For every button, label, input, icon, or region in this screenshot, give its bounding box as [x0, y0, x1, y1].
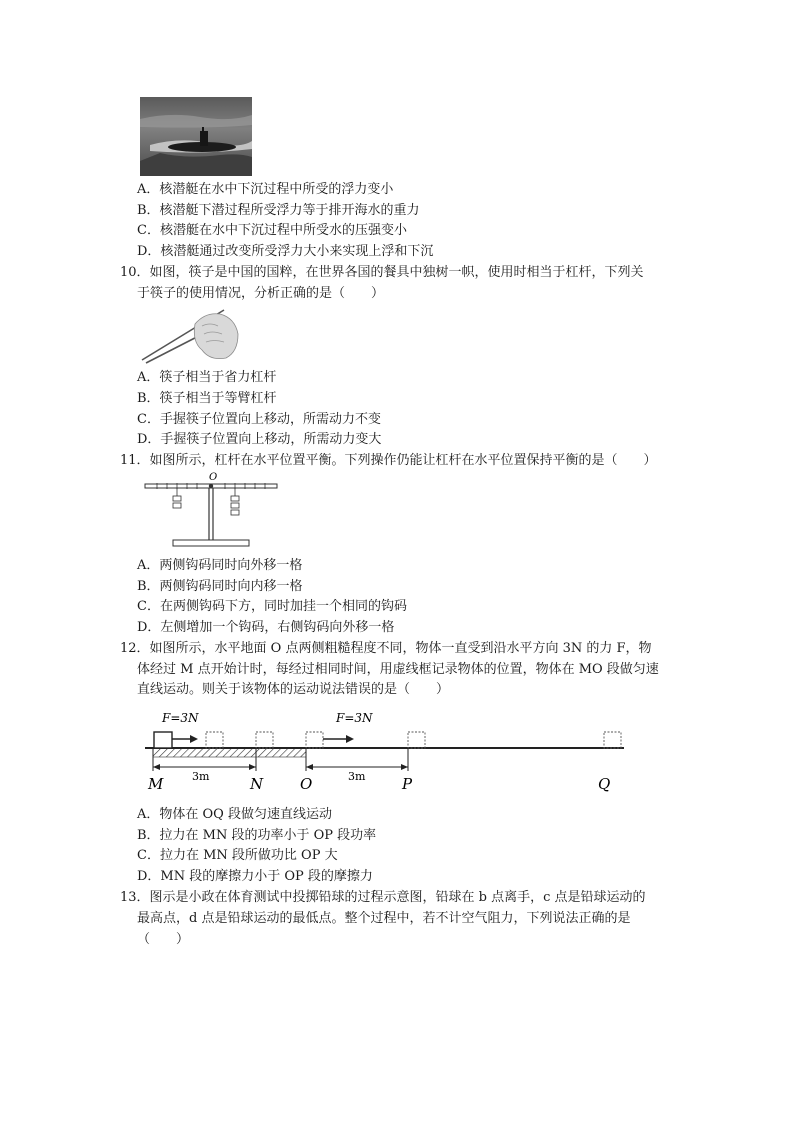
- submarine-photo: [140, 97, 252, 176]
- q13-stem-line-3: （ ）: [137, 932, 190, 947]
- q12-stem-line-2: 体经过 M 点开始计时，每经过相同时间，用虚线框记录物体的位置，物体在 MO 段做匀速: [137, 662, 659, 677]
- force-label-1: F=3N: [162, 711, 199, 725]
- q12-stem-line-1: 12．如图所示，水平地面 O 点两侧粗糙程度不同，物体一直受到沿水平方向 3N 的力 F，物: [120, 641, 652, 656]
- force-label-2: F=3N: [336, 711, 373, 725]
- q12-stem-line-3: 直线运动。则关于该物体的运动说法错误的是（ ）: [137, 682, 450, 697]
- q11-option-d[interactable]: D．左侧增加一个钩码，右侧钩码向外移一格: [137, 620, 395, 635]
- q9-option-d[interactable]: D．核潜艇通过改变所受浮力大小来实现上浮和下沉: [137, 244, 434, 259]
- point-label-q: Q: [598, 775, 611, 793]
- q10-option-c[interactable]: C．手握筷子位置向上移动，所需动力不变: [137, 412, 381, 427]
- lever-pivot-label-o: O: [209, 472, 218, 483]
- point-label-n: N: [250, 775, 264, 793]
- q10-option-b[interactable]: B．筷子相当于等臂杠杆: [137, 391, 277, 406]
- q10-stem-line-1: 10．如图，筷子是中国的国粹，在世界各国的餐具中独树一帜，使用时相当于杠杆，下列关: [120, 265, 644, 280]
- motion-ground-figure: [140, 705, 640, 795]
- q11-option-a[interactable]: A．两侧钩码同时向外移一格: [137, 558, 303, 573]
- q13-stem-line-1: 13．图示是小政在体育测试中投掷铅球的过程示意图，铅球在 b 点离手，c 点是铅球运动的: [120, 890, 646, 905]
- q9-option-a[interactable]: A．核潜艇在水中下沉过程中所受的浮力变小: [137, 182, 394, 197]
- point-label-p: P: [402, 775, 413, 793]
- distance-label-mn: 3m: [192, 770, 210, 783]
- lever-balance-figure: [143, 470, 279, 550]
- q9-option-c[interactable]: C．核潜艇在水中下沉过程中所受水的压强变小: [137, 223, 407, 238]
- q11-option-b[interactable]: B．两侧钩码同时向内移一格: [137, 579, 303, 594]
- q13-stem-line-2: 最高点，d 点是铅球运动的最低点。整个过程中，若不计空气阻力，下列说法正确的是: [137, 911, 631, 926]
- q12-option-a[interactable]: A．物体在 OQ 段做匀速直线运动: [137, 807, 332, 822]
- q9-option-b[interactable]: B．核潜艇下潜过程所受浮力等于排开海水的重力: [137, 203, 420, 218]
- q12-option-d[interactable]: D．MN 段的摩擦力小于 OP 段的摩擦力: [137, 869, 373, 884]
- q12-option-b[interactable]: B．拉力在 MN 段的功率小于 OP 段功率: [137, 828, 377, 843]
- chopsticks-hand-figure: [140, 306, 240, 364]
- q12-option-c[interactable]: C．拉力在 MN 段所做功比 OP 大: [137, 848, 338, 863]
- q10-option-d[interactable]: D．手握筷子位置向上移动，所需动力变大: [137, 432, 382, 447]
- point-label-m: M: [148, 775, 164, 793]
- q11-option-c[interactable]: C．在两侧钩码下方，同时加挂一个相同的钩码: [137, 599, 407, 614]
- q10-stem-line-2: 于筷子的使用情况，分析正确的是（ ）: [137, 286, 385, 301]
- distance-label-op: 3m: [348, 770, 366, 783]
- point-label-o: O: [300, 775, 313, 793]
- q10-option-a[interactable]: A．筷子相当于省力杠杆: [137, 370, 277, 385]
- q11-stem-line-1: 11．如图所示，杠杆在水平位置平衡。下列操作仍能让杠杆在水平位置保持平衡的是（ ）: [120, 453, 657, 468]
